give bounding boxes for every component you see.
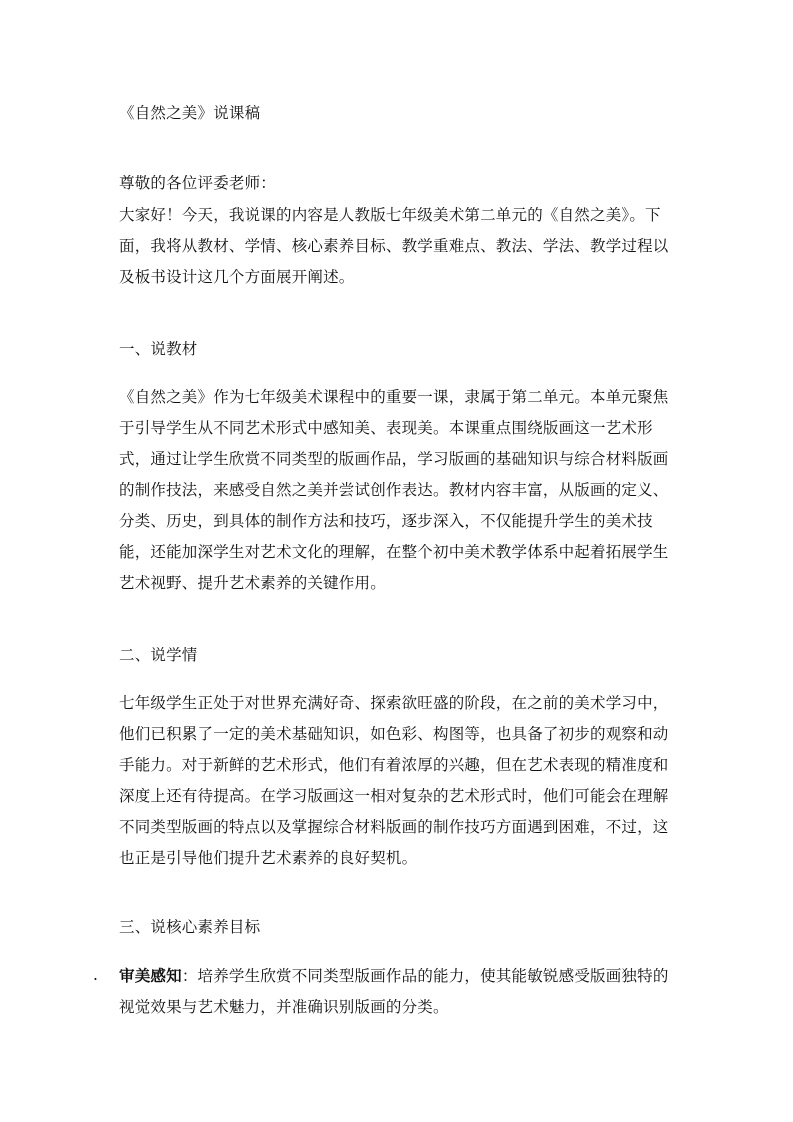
list-item-label: 审美感知 [119,966,182,985]
section-body-textbook: 《自然之美》作为七年级美术课程中的重要一课，隶属于第二单元。本单元聚焦于引导学生从不同艺术形式中感知美、表现美。本课重点围绕版画这一艺术形式，通过让学生欣赏不同类型的版画作品，学习版画的基础知识与综合材料版画的制作技法，来感受自然之美并尝试创作表达。教材内容丰富，从版画的定义、分类、历史，到具体的制作方法和技巧，逐步深入，不仅能提升学生的美术技能，还能加深学生对艺术文化的理解，在整个初中美术教学体系中起着拓展学生艺术视野、提升艺术素养的关键作用。 [119,388,669,592]
document-title: 《自然之美》说课稿 [119,104,261,122]
section-heading-core-goals: 三、说核心素养目标 [119,918,261,936]
intro-paragraph: 大家好！今天，我说课的内容是人教版七年级美术第二单元的《自然之美》。下面，我将从教材、学情、核心素养目标、教学重难点、教法、学法、教学过程以及板书设计这几个方面展开阐述。 [119,206,669,286]
list-bullet: . [93,966,98,984]
section-body-learner-analysis: 七年级学生正处于对世界充满好奇、探索欲旺盛的阶段，在之前的美术学习中，他们已积累了一定的美术基础知识，如色彩、构图等，也具备了初步的观察和动手能力。对于新鲜的艺术形式，他们有着浓厚的兴趣，但在艺术表现的精准度和深度上还有待提高。在学习版画这一相对复杂的艺术形式时，他们可能会在理解不同类型版画的特点以及掌握综合材料版画的制作技巧方面遇到困难，不过，这也正是引导他们提升艺术素养的良好契机。 [119,694,669,867]
list-item-text: ：培养学生欣赏不同类型版画作品的能力，使其能敏锐感受版画独特的视觉效果与艺术魅力，并准确识别版画的分类。 [119,967,669,1016]
section-heading-textbook: 一、说教材 [119,340,198,358]
list-item-aesthetic-perception [119,960,679,1023]
greeting: 尊敬的各位评委老师： [119,174,277,192]
section-heading-learner-analysis: 二、说学情 [119,646,198,664]
